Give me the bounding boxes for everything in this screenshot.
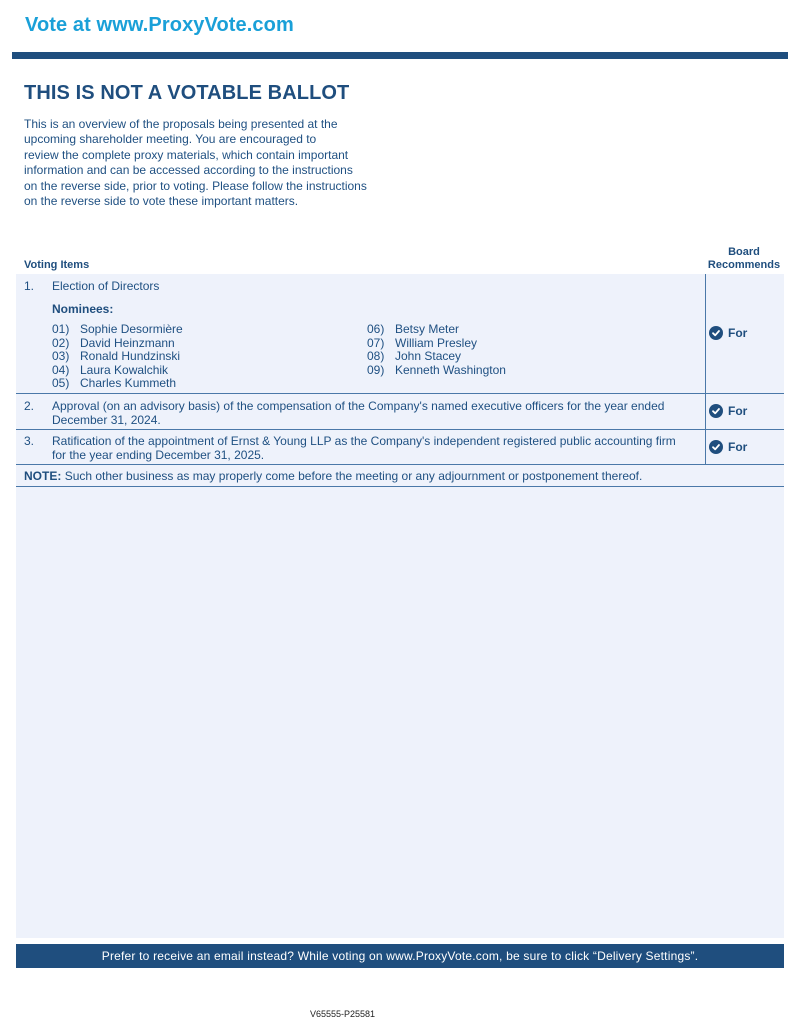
note-label: NOTE: <box>24 469 62 483</box>
nominee-number: 07) <box>367 335 385 350</box>
item-text-line: for the year ending December 31, 2025. <box>52 447 265 462</box>
column-divider <box>705 274 706 464</box>
nominee-number: 04) <box>52 362 70 377</box>
intro-paragraph <box>24 117 394 209</box>
nominee-name: Laura Kowalchik <box>80 362 169 377</box>
nominee-number: 03) <box>52 349 70 363</box>
intro-line: on the reverse side to vote these important matters. <box>24 194 299 209</box>
item-text-line: Ratification of the appointment of Ernst & Young LLP as the Company's independent registered public accounting firm <box>52 434 676 448</box>
intro-line: This is an overview of the proposals being presented at the <box>24 117 338 131</box>
board-recommendation <box>709 326 747 340</box>
recommendation-label: For <box>728 440 748 454</box>
nominees-label: Nominees: <box>52 302 114 316</box>
page-title: THIS IS NOT A VOTABLE BALLOT <box>24 82 350 104</box>
voting-items-panel <box>16 274 784 938</box>
header-title: Vote at www.ProxyVote.com <box>25 14 294 36</box>
board-recommendation <box>709 440 747 454</box>
delivery-settings-banner: Prefer to receive an email instead? While voting on www.ProxyVote.com, be sure to click “Delivery Settings”. <box>16 944 784 968</box>
nominee-name: John Stacey <box>395 349 462 363</box>
check-circle-icon <box>709 404 723 418</box>
nominee-number: 01) <box>52 322 70 336</box>
item-number: 1. <box>24 279 35 293</box>
note-text: Such other business as may properly come before the meeting or any adjournment or postponement thereof. <box>64 469 643 483</box>
intro-line: upcoming shareholder meeting. You are encouraged to <box>24 132 317 147</box>
nominee-name: Kenneth Washington <box>395 362 506 377</box>
row-divider <box>16 486 784 487</box>
intro-line: on the reverse side, prior to voting. Please follow the instructions <box>24 178 367 193</box>
nominee-number: 06) <box>367 322 385 336</box>
item-number: 3. <box>24 434 35 448</box>
item-title: Election of Directors <box>52 279 160 293</box>
nominee-name: Sophie Desormière <box>80 322 183 336</box>
nominee-number: 09) <box>367 362 385 377</box>
nominee-name: Charles Kummeth <box>80 376 177 390</box>
note <box>24 469 642 483</box>
board-header-line1: Board <box>728 246 760 258</box>
row-divider <box>16 429 784 430</box>
recommendation-label: For <box>728 404 748 418</box>
nominee-name: Betsy Meter <box>395 322 460 336</box>
item-number: 2. <box>24 399 35 413</box>
voting-items-header: Voting Items <box>24 259 90 271</box>
nominee-number: 05) <box>52 376 70 390</box>
board-recommends-header <box>704 246 784 272</box>
intro-line: review the complete proxy materials, which contain important <box>24 147 349 162</box>
nominee-name: William Presley <box>395 335 478 350</box>
board-header-line2: Recommends <box>707 259 781 271</box>
document-code: V65555-P25581 <box>310 1009 376 1019</box>
nominee-number: 02) <box>52 335 70 350</box>
check-circle-icon <box>709 440 723 454</box>
intro-line: information and can be accessed according to the instructions <box>24 163 353 178</box>
nominee-name: David Heinzmann <box>80 335 175 350</box>
nominee-number: 08) <box>367 349 385 363</box>
row-divider <box>16 393 784 394</box>
nominee-name: Ronald Hundzinski <box>80 349 181 363</box>
item-text-line: Approval (on an advisory basis) of the compensation of the Company's named executive officers for the year ended <box>52 399 665 413</box>
recommendation-label: For <box>728 326 748 340</box>
item-text-line: December 31, 2024. <box>52 412 161 427</box>
header-divider <box>12 52 788 59</box>
board-recommendation <box>709 404 747 418</box>
row-divider <box>16 464 784 465</box>
check-circle-icon <box>709 326 723 340</box>
